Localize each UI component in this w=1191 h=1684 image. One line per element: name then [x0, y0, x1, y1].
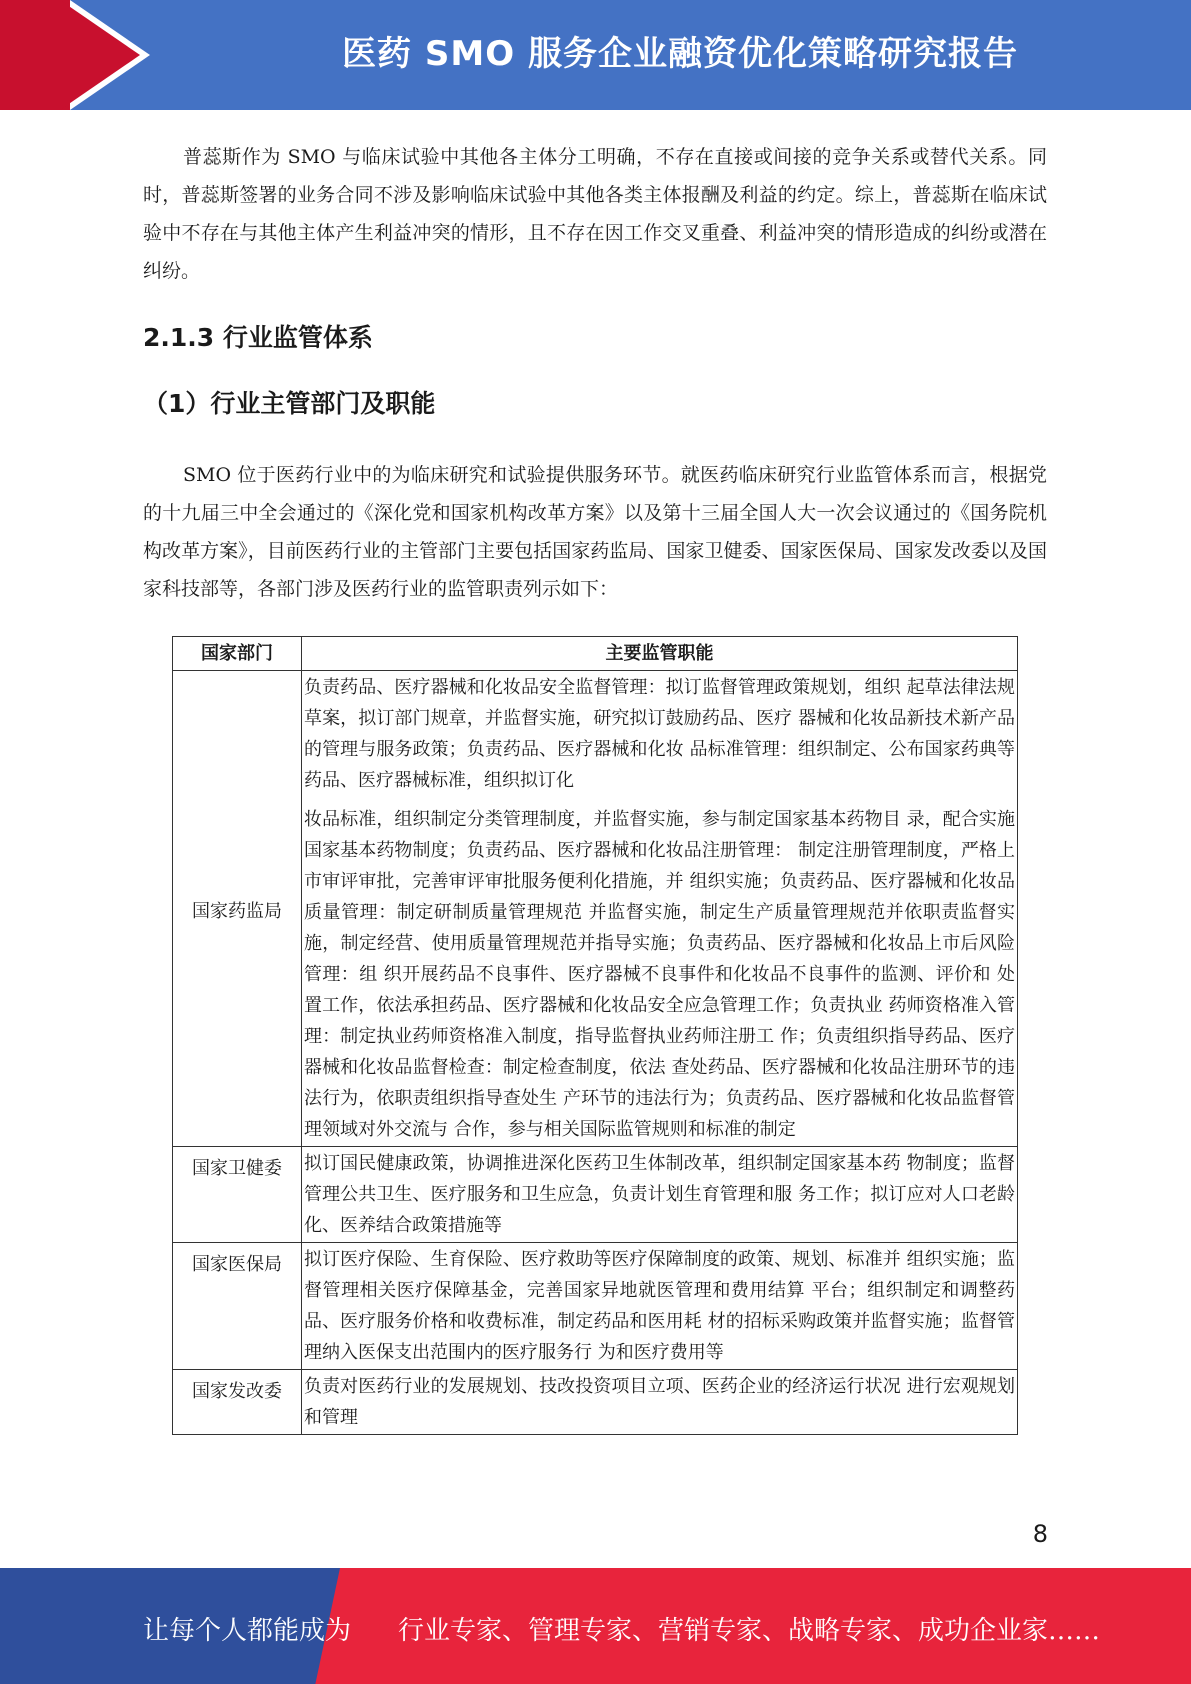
section-paragraph: SMO 位于医药行业中的为临床研究和试验提供服务环节。就医药临床研究行业监管体系而言，根据党的十九届三中全会通过的《深化党和国家机构改革方案》以及第十三届全国人大一次会议通过的《国务院机构改革方案》，目前医药行业的主管部门主要包括国家药监局、国家卫健委、国家医保局、国家发改委以及国家科技部等，各部门涉及医药行业的监管职责列示如下： — [143, 464, 1047, 600]
dept-cell: 国家发改委 — [173, 1370, 302, 1435]
dept-cell: 国家卫健委 — [173, 1147, 302, 1243]
page-footer — [0, 1568, 1191, 1684]
subsection-heading: （1）行业主管部门及职能 — [143, 389, 436, 418]
dept-cell: 国家药监局 — [173, 671, 302, 1147]
duty-cell: 负责对医药行业的发展规划、技改投资项目立项、医药企业的经济运行状况 进行宏观规划和管理 — [302, 1370, 1018, 1435]
dept-cell: 国家医保局 — [173, 1243, 302, 1370]
duty-cell: 拟订国民健康政策，协调推进深化医药卫生体制改革，组织制定国家基本药 物制度；监督管理公共卫生、医疗服务和卫生应急，负责计划生育管理和服 务工作；拟订应对人口老龄化、医养结合政策措施等 — [302, 1147, 1018, 1243]
table-row — [173, 671, 1018, 1147]
duty-cell — [302, 671, 1018, 1147]
footer-slogan-left: 让每个人都能成为 — [143, 1616, 352, 1646]
table-row — [173, 1370, 1018, 1435]
duty-cell: 拟订医疗保险、生育保险、医疗救助等医疗保障制度的政策、规划、标准并 组织实施；监督管理相关医疗保障基金，完善国家异地就医管理和费用结算 平台；组织制定和调整药品、医疗服务价格和收费标准，制定药品和医用耗 材的招标采购政策并监督实施；监督管理纳入医保支出范围内的医疗服务行 为和医疗费用等 — [302, 1243, 1018, 1370]
footer-slogan-right: 行业专家、管理专家、营销专家、战略专家、成功企业家…… — [398, 1616, 1101, 1646]
duty-text-part1: 负责药品、医疗器械和化妆品安全监督管理：拟订监督管理政策规划，组织 起草法律法规草案，拟订部门规章，并监督实施，研究拟订鼓励药品、医疗 器械和化妆品新技术新产品的管理与服务政策；负责药品、医疗器械和化妆 品标准管理：组织制定、公布国家药典等药品、医疗器械标准，组织拟订化 — [304, 677, 1015, 791]
page-number: 8 — [1032, 1520, 1048, 1548]
table-row — [173, 1243, 1018, 1370]
table-header-row — [173, 637, 1018, 671]
intro-paragraph: 普蕊斯作为 SMO 与临床试验中其他各主体分工明确，不存在直接或间接的竞争关系或替代关系。同时，普蕊斯签署的业务合同不涉及影响临床试验中其他各类主体报酬及利益的约定。综上，普蕊斯在临床试验中不存在与其他主体产生利益冲突的情形，且不存在因工作交叉重叠、利益冲突的情形造成的纠纷或潜在纠纷。 — [143, 146, 1047, 282]
header-red-chevron — [60, 0, 140, 110]
report-title: 医药 SMO 服务企业融资优化策略研究报告 — [342, 34, 1018, 74]
table-row — [173, 1147, 1018, 1243]
table-header-duty: 主要监管职能 — [302, 637, 1018, 671]
page-header — [0, 0, 1191, 110]
table-header-dept: 国家部门 — [173, 637, 302, 671]
regulatory-table — [172, 636, 1018, 1435]
section-heading: 2.1.3 行业监管体系 — [143, 323, 373, 352]
duty-text-part2: 妆品标准，组织制定分类管理制度，并监督实施，参与制定国家基本药物目 录，配合实施国家基本药物制度；负责药品、医疗器械和化妆品注册管理： 制定注册管理制度，严格上市审评审批，完善审评审批服务便利化措施，并 组织实施；负责药品、医疗器械和化妆品质量管理：制定研制质量管理规范 并监督实施，制定生产质量管理规范并依职责监督实施，制定经营、使用质量管理规范并指导实施；负责药品、医疗器械和化妆品上市后风险管理：组 织开展药品不良事件、医疗器械不良事件和化妆品不良事件的监测、评价和 处置工作，依法承担药品、医疗器械和化妆品安全应急管理工作；负责执业 药师资格准入管理：制定执业药师资格准入制度，指导监督执业药师注册工 作；负责组织指导药品、医疗器械和化妆品监督检查：制定检查制度，依法 查处药品、医疗器械和化妆品注册环节的违法行为，依职责组织指导查处生 产环节的违法行为；负责药品、医疗器械和化妆品监督管理领域对外交流与 合作，参与相关国际监管规则和标准的制定 — [304, 809, 1015, 1140]
main-content — [143, 138, 1047, 628]
